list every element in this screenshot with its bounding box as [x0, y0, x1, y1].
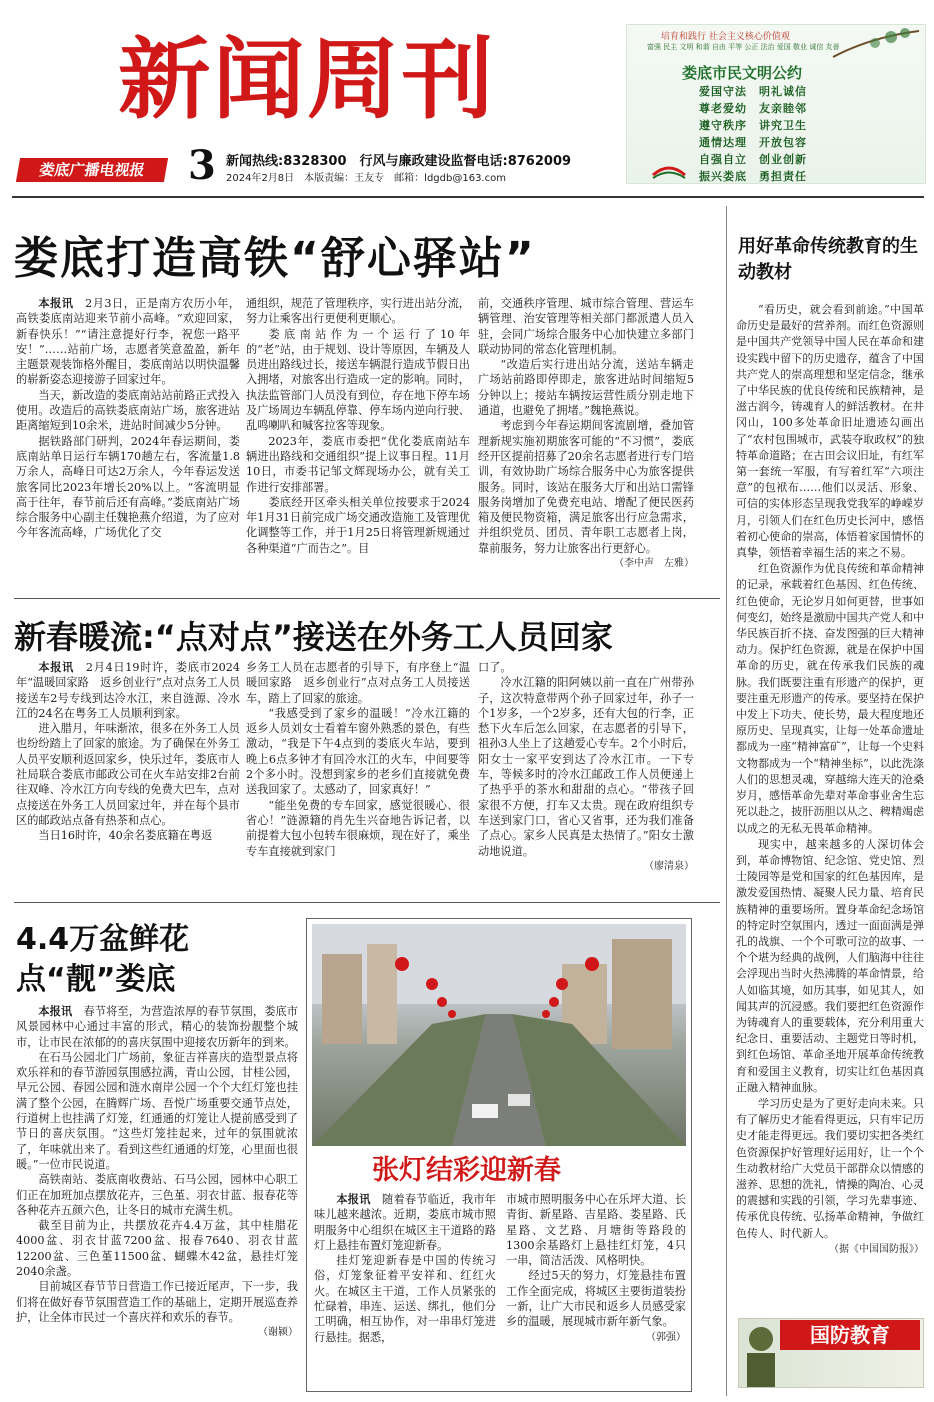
- paragraph: 本报讯 春节将至，为营造浓厚的春节氛围，娄底市风景园林中心通过丰富的形式，精心的装饰扮靓整个城市，让市民在浓郁的的喜庆氛围中迎接农历新年的到来。: [16, 1005, 298, 1049]
- paragraph: 口了。: [478, 661, 512, 674]
- core-values: 富强 民主 文明 和谐 自由 平等 公正 法治 爱国 敬业 诚信 友善: [647, 43, 840, 51]
- paragraph: 据铁路部门研判，2024年春运期间，娄底南站单日运行车辆170趟左右，客流量1.8万余人，高峰日可达2万余人，今年春运发送旅客同比2023年增长20%以上。“客流明显高于往年，春节前后还有高峰。”娄底南站广场综合服务中心副主任魏艳燕介绍道，为了应对今年客流高峰，广场优化了交: [16, 434, 240, 540]
- paragraph: 截至目前为止，共摆放花卉4.4万盆，其中桂腊花4000盆、羽衣甘蓝7200盆、报春7640、羽衣甘蓝12200盆、三色堇11500盆、蝴蝶木42盆，悬挂灯笼2040余盏。: [16, 1219, 298, 1279]
- national-defense-label: 国防教育: [780, 1320, 920, 1350]
- civic-line: 遵守秩序 讲究卫生: [699, 119, 807, 132]
- article1-col1: [16, 296, 240, 590]
- article2-col1: [16, 660, 240, 894]
- soldier-icon: [739, 1319, 783, 1387]
- civic-line: 通情达理 开放包容: [699, 136, 807, 149]
- paragraph: 目前城区春节节日营造工作已接近尾声，下一步，我们将在做好春节氛围营造工作的基础上，定期开展巡查养护，让全体市民过一个喜庆祥和欢乐的春节。: [16, 1280, 298, 1324]
- paragraph: 娄底经开区牵头相关单位按要求于2024年1月31日前完成广场交通改造施工及管理优化调整等工作，并于1月25日将管理新规通过各种渠道“广而告之”。目: [246, 495, 470, 555]
- photo-caption: 张灯结彩迎新春: [372, 1155, 561, 1186]
- headline-line: 点“靓”娄底: [16, 962, 176, 997]
- civic-line: 振兴娄底 勇担责任: [699, 170, 807, 183]
- paragraph: 前，交通秩序管理、城市综合管理、营运车辆管理、治安管理等相关部门都派遣人员入驻，会同广场综合服务中心加快建立多部门联动协同的常态化管理机制。: [478, 297, 694, 356]
- article2-headline: 新春暖流:“点对点”接送在外务工人员回家: [14, 618, 613, 656]
- side-headline: 用好革命传统教育的生动教材: [738, 236, 918, 283]
- article1-col2: [246, 296, 470, 590]
- paragraph: 当天，新改造的娄底南站站前路正式投入使用。改造后的高铁娄底南站广场，旅客进站距离缩短到10余米，进站时间减少5分钟。: [16, 388, 240, 433]
- pine-decoration-icon: [831, 27, 921, 61]
- masthead-rule: [12, 196, 924, 198]
- article4-byline: （郭强）: [646, 1331, 686, 1343]
- article4-col2: [506, 1192, 686, 1384]
- article3-byline: （谢颍）: [258, 1327, 298, 1339]
- paragraph: 娄底南站作为一个运行了10年的“老”站，由于规划、设计等原因，车辆及人员进出路线过长，接送车辆混行造成节假日出入拥堵，对旅客出行造成一定的影响。同时，执法监管部门人员没有到位，存在地下停车场及广场周边车辆乱停靠、停车场内逆向行驶、乱鸣喇叭和喊客拉客等现象。: [246, 327, 470, 433]
- page-number: 3: [188, 142, 216, 189]
- station-badge: 娄底广播电视报: [16, 158, 168, 182]
- civic-line: 爱国守法 明礼诚信: [699, 85, 807, 98]
- paragraph: 本报讯 2月3日，正是南方农历小年，高铁娄底南站迎来节前小高峰。“欢迎回家，新春快乐！”“请注意提好行李，祝您一路平安！”……站前广场，志愿者笑意盈盈，新年主题景观装饰格外醒目，娄底南站以明快温馨的崭新姿态迎接游子回家过年。: [16, 297, 240, 387]
- dateline-tag: 本报讯: [336, 1193, 371, 1206]
- article4-col1: [314, 1192, 496, 1384]
- paragraph: 本报讯 2月4日19时许，娄底市2024年“温暖回家路 返乡创业行”点对点务工人员接送车2号专线到达冷水江，来自涟源、冷水江的24名在粤务工人员顺利到家。: [16, 661, 240, 720]
- headline-line: 4.4万盆鲜花: [16, 922, 190, 957]
- article1-headline: 娄底打造高铁“舒心驿站”: [14, 233, 536, 284]
- civic-title: 娄底市民文明公约: [682, 64, 803, 82]
- column-divider: [726, 206, 727, 1396]
- paragraph: 市城市照明服务中心在乐坪大道、长青街、新星路、吉星路、娄星路、氏星路、文艺路、月塘街等路段的1300余基路灯上悬挂红灯笼，4只一串，简洁活泼、风格明快。: [506, 1193, 686, 1268]
- civic-pact-box: [626, 24, 926, 184]
- paragraph: 高铁南站、娄底南收费站、石马公园，园林中心职工们正在加班加点摆放花卉，三色堇、羽衣甘蓝、报春花等各种花卉五颜六色，让冬日的城市充满生机。: [16, 1173, 298, 1217]
- paragraph: 红色资源作为优良传统和革命精神的记录，承载着红色基因、红色传统、红色使命，无论岁月如何更替，世事如何变幻，始终是激励中国共产党人和中华民族百折不挠、奋发图强的巨大精神动力。保护红色资源，就是在保护中国革命的历史，就在传承我们民族的魂脉。我们既要注重有形遗产的保护，更要注重无形遗产的传承。要坚持在保护中发上下功夫、使长势，最大程度地还原历史、呈现真实，让每一处革命遗址都成为一座“精神富矿”，让每一个史料文物都成为一个“精神坐标”，以此洗涤人们的思想灵魂，穿越绵大连天的沧桑岁月，感悟革命先辈对革命事业舍生忘死以赴之，披肝沥胆以从之、稗精竭虑以成之的无私无畏革命精神。: [736, 562, 924, 835]
- paragraph: 乡务工人员在志愿者的引导下，有序登上“温暖回家路 返乡创业行”点对点务工人员接送车，踏上了回家的旅途。: [246, 661, 470, 705]
- street-lanterns-photo: [312, 924, 686, 1146]
- paragraph: 在石马公园北门广场前，象征吉祥喜庆的造型景点将欢乐祥和的春节游园氛围感拉满，青山公园，甘桂公园，早元公园、春园公园和涟水南岸公园一个个大红灯笼也挂满了整个公园，在腾辉广场、吾悦广场重要交通节点处，行道树上也挂满了灯笼，红通通的灯笼让人提前感受到了节日的喜庆氛围。“这些灯笼挂起来，过年的氛围就浓了，年味就出来了。看到这些红通通的灯笼，心里面也很暖。”一位市民说道。: [16, 1050, 298, 1171]
- paragraph: 通组织，规范了管理秩序，实行进出站分流，努力让乘客出行更便利更顺心。: [246, 297, 470, 326]
- paragraph: “改造后实行进出站分流，送站车辆走广场站前路即停即走，旅客进站时间缩短5分钟以上；接站车辆按运营性质分别走地下通道，也避免了拥堵。”魏艳燕说。: [478, 358, 694, 418]
- civic-line: 自强自立 创业创新: [699, 153, 807, 166]
- hotline: 新闻热线:8328300 行风与廉政建设监督电话:8762009: [226, 154, 572, 169]
- masthead-title: 新闻周刊: [118, 28, 497, 131]
- article3-headline: [16, 920, 189, 1000]
- article2-col3: [478, 660, 694, 894]
- paragraph: 学习历史是为了更好走向未来。只有了解历史才能看得更远，只有牢记历史才能走得更远。我们要切实把各类红色资源保护好管理好运用好，让一个个生动教材给广大党员干部群众以情感的滋养、思想的洗礼，情操的陶冶、心灵的震撼和实践的引领，学习先辈事迹、传承优良传统、弘扬革命精神，争做红色传人、时代新人。: [736, 1096, 924, 1240]
- paragraph: 经过5天的努力，灯笼悬挂布置工作全面完成，将城区主要街道装扮一新，让广大市民和返乡人员感受家乡的温暖，展现城市新年新气象。: [506, 1269, 686, 1329]
- paragraph: 挂灯笼迎新春是中国的传统习俗，灯笼象征着平安祥和、红红火火。在城区主干道，工作人员紧张的忙碌着，串连、运送、绑扎，他们分工明确，相互协作，对一串串灯笼进行悬挂。据悉，: [314, 1254, 496, 1344]
- article2-col2: [246, 660, 470, 894]
- paragraph: 冷水江籍的阳阿姨以前一直在广州带孙子，这次特意带两个孙子回家过年，孙子一个1岁多，一个2岁多，还有大包的行李，正愁下火车后怎么回家，在志愿者的引导下，祖孙3人坐上了这趟爱心专车。2个小时后，阳女士一家平安到达了冷水江市。一下专车，等候多时的冷水江邮政工作人员便递上了热乎乎的茶水和甜甜的点心。“带孩子回家很不方便，打车又太贵。现在政府组织专车送到家门口，省心又省事，还为我们准备了点心。家乡人民真是太热情了。”阳女士激动地说道。: [478, 676, 694, 858]
- article1-byline: （李中声 左雅）: [614, 558, 694, 570]
- paragraph: 当日16时许，40余名娄底籍在粤返: [38, 829, 213, 843]
- side-article-body: [736, 302, 924, 1312]
- divider: [14, 598, 720, 599]
- paragraph: 本报讯 随着春节临近，我市年味儿越来越浓。近期，娄底市城市照明服务中心组织在城区主干道路的路灯上悬挂布置灯笼迎新春。: [314, 1193, 496, 1252]
- paragraph: 2023年，娄底市委把“优化娄底南站车辆进出路线和交通组织”提上议事日程。11月10日，市委书记邹文辉现场办公，就有关工作进行安排部署。: [246, 434, 470, 494]
- article2-byline: （廖清泉）: [644, 860, 694, 872]
- dateline: 2024年2月8日 本版责编：王友专 邮箱：ldgdb@163.com: [226, 173, 506, 184]
- paragraph: “能坐免费的专车回家，感觉很暖心、很省心！”涟源籍的肖先生兴奋地告诉记者，以前提着大包小包转车很麻烦，现在好了，乘坐专车直接就到家门: [246, 798, 470, 858]
- dateline-tag: 本报讯: [38, 1005, 73, 1018]
- paragraph: 现实中，越来越多的人深切体会到，革命博物馆、纪念馆、党史馆、烈士陵园等是党和国家的红色基因库，是激发爱国热情、凝聚人民力量、培育民族精神的重要场所。置身革命纪念场馆的特定时空氛围内，透过一面面满是弹孔的战旗、一个个可歌可泣的故事、一个个堪为经典的战例，人们脑海中往往会浮现出当时火热沸腾的革命情景，给人如临其境，如历其事，如见其人，如闻其声的沉浸感。我们要把红色资源作为铸魂育人的重要载体，充分利用重大纪念日、重要活动、主题党日等时机，到红色场馆、革命圣地开展革命传统教育和爱国主义教育，切实让红色基因真正融入精神血脉。: [736, 837, 924, 1094]
- dateline-tag: 本报讯: [38, 661, 75, 674]
- divider: [14, 902, 720, 903]
- paragraph: 考虑到今年春运期间客流剧增，叠加管理新规实施初期旅客可能的“不习惯”，娄底经开区提前招募了20余名志愿者进行专门培训，有效协助广场综合服务中心为旅客提供服务。同时，该站在服务大厅和出站口需锋服务岗增加了免费充电站、增配了便民医药箱及便民物资箱，满足旅客出行应急需求，并组织党员、团员、青年职工志愿者上岗，靠前服务，努力让旅客出行更舒心。: [478, 419, 694, 555]
- paragraph: “看历史，就会看到前途。”中国革命历史是最好的营养剂。而红色资源则是中国共产党领导中国人民在革命和建设实践中留下的历史遗存，蕴含了中国共产党人的崇高理想和坚定信念，继承了中华民族的优良传统和民族精神，是滋古润今，铸魂育人的鲜活教材。在井冈山，100多处革命旧址遗迹勾画出了“农村包围城市，武装夺取政权”的独特革命道路；在古田会议旧址，有红军第一套统一军服，有写着红军“六项注意”的包袱布……他们以灵活、形象、可信的实体形态呈现我党我军的峥嵘岁月，引领人们在红色历史长河中，感悟着初心使命的崇高，体悟着家国情怀的真挚，领悟着幸福生活的来之不易。: [736, 303, 924, 560]
- article3-body: [16, 1004, 298, 1392]
- civic-slogan: 培育和践行 社会主义核心价值观: [661, 32, 790, 42]
- civic-line: 尊老爱幼 友亲睦邻: [699, 102, 807, 115]
- civilization-emblem-icon: [649, 163, 689, 181]
- dateline-tag: 本报讯: [38, 297, 74, 310]
- street-photo-illustration: [312, 924, 686, 1146]
- article1-col3: [478, 296, 694, 590]
- paragraph: 进入腊月，年味渐浓，很多在外务工人员也纷纷踏上了回家的旅途。为了确保在外务工人员平安顺利返回家乡，快乐过年，娄底市人社局联合娄底市邮政公司在火车站安排2台前往双峰、冷水江方向专线的免费大巴车，点对点接送在外务工人员回家过年，并在每个县市区的邮政站点备有热茶和点心。: [16, 722, 240, 827]
- side-source: （据《中国国防报》）: [829, 1243, 924, 1255]
- paragraph: “我感受到了家乡的温暖！”冷水江籍的返乡人员刘女士看着车窗外熟悉的景色，有些激动，“我是下午4点到的娄底火车站，要到晚上6点多钟才有回冷水江的火车，中间要等2个多小时。没想到家乡的老乡们直接就免费送我回家了。太感动了，回家真好！”: [246, 706, 470, 797]
